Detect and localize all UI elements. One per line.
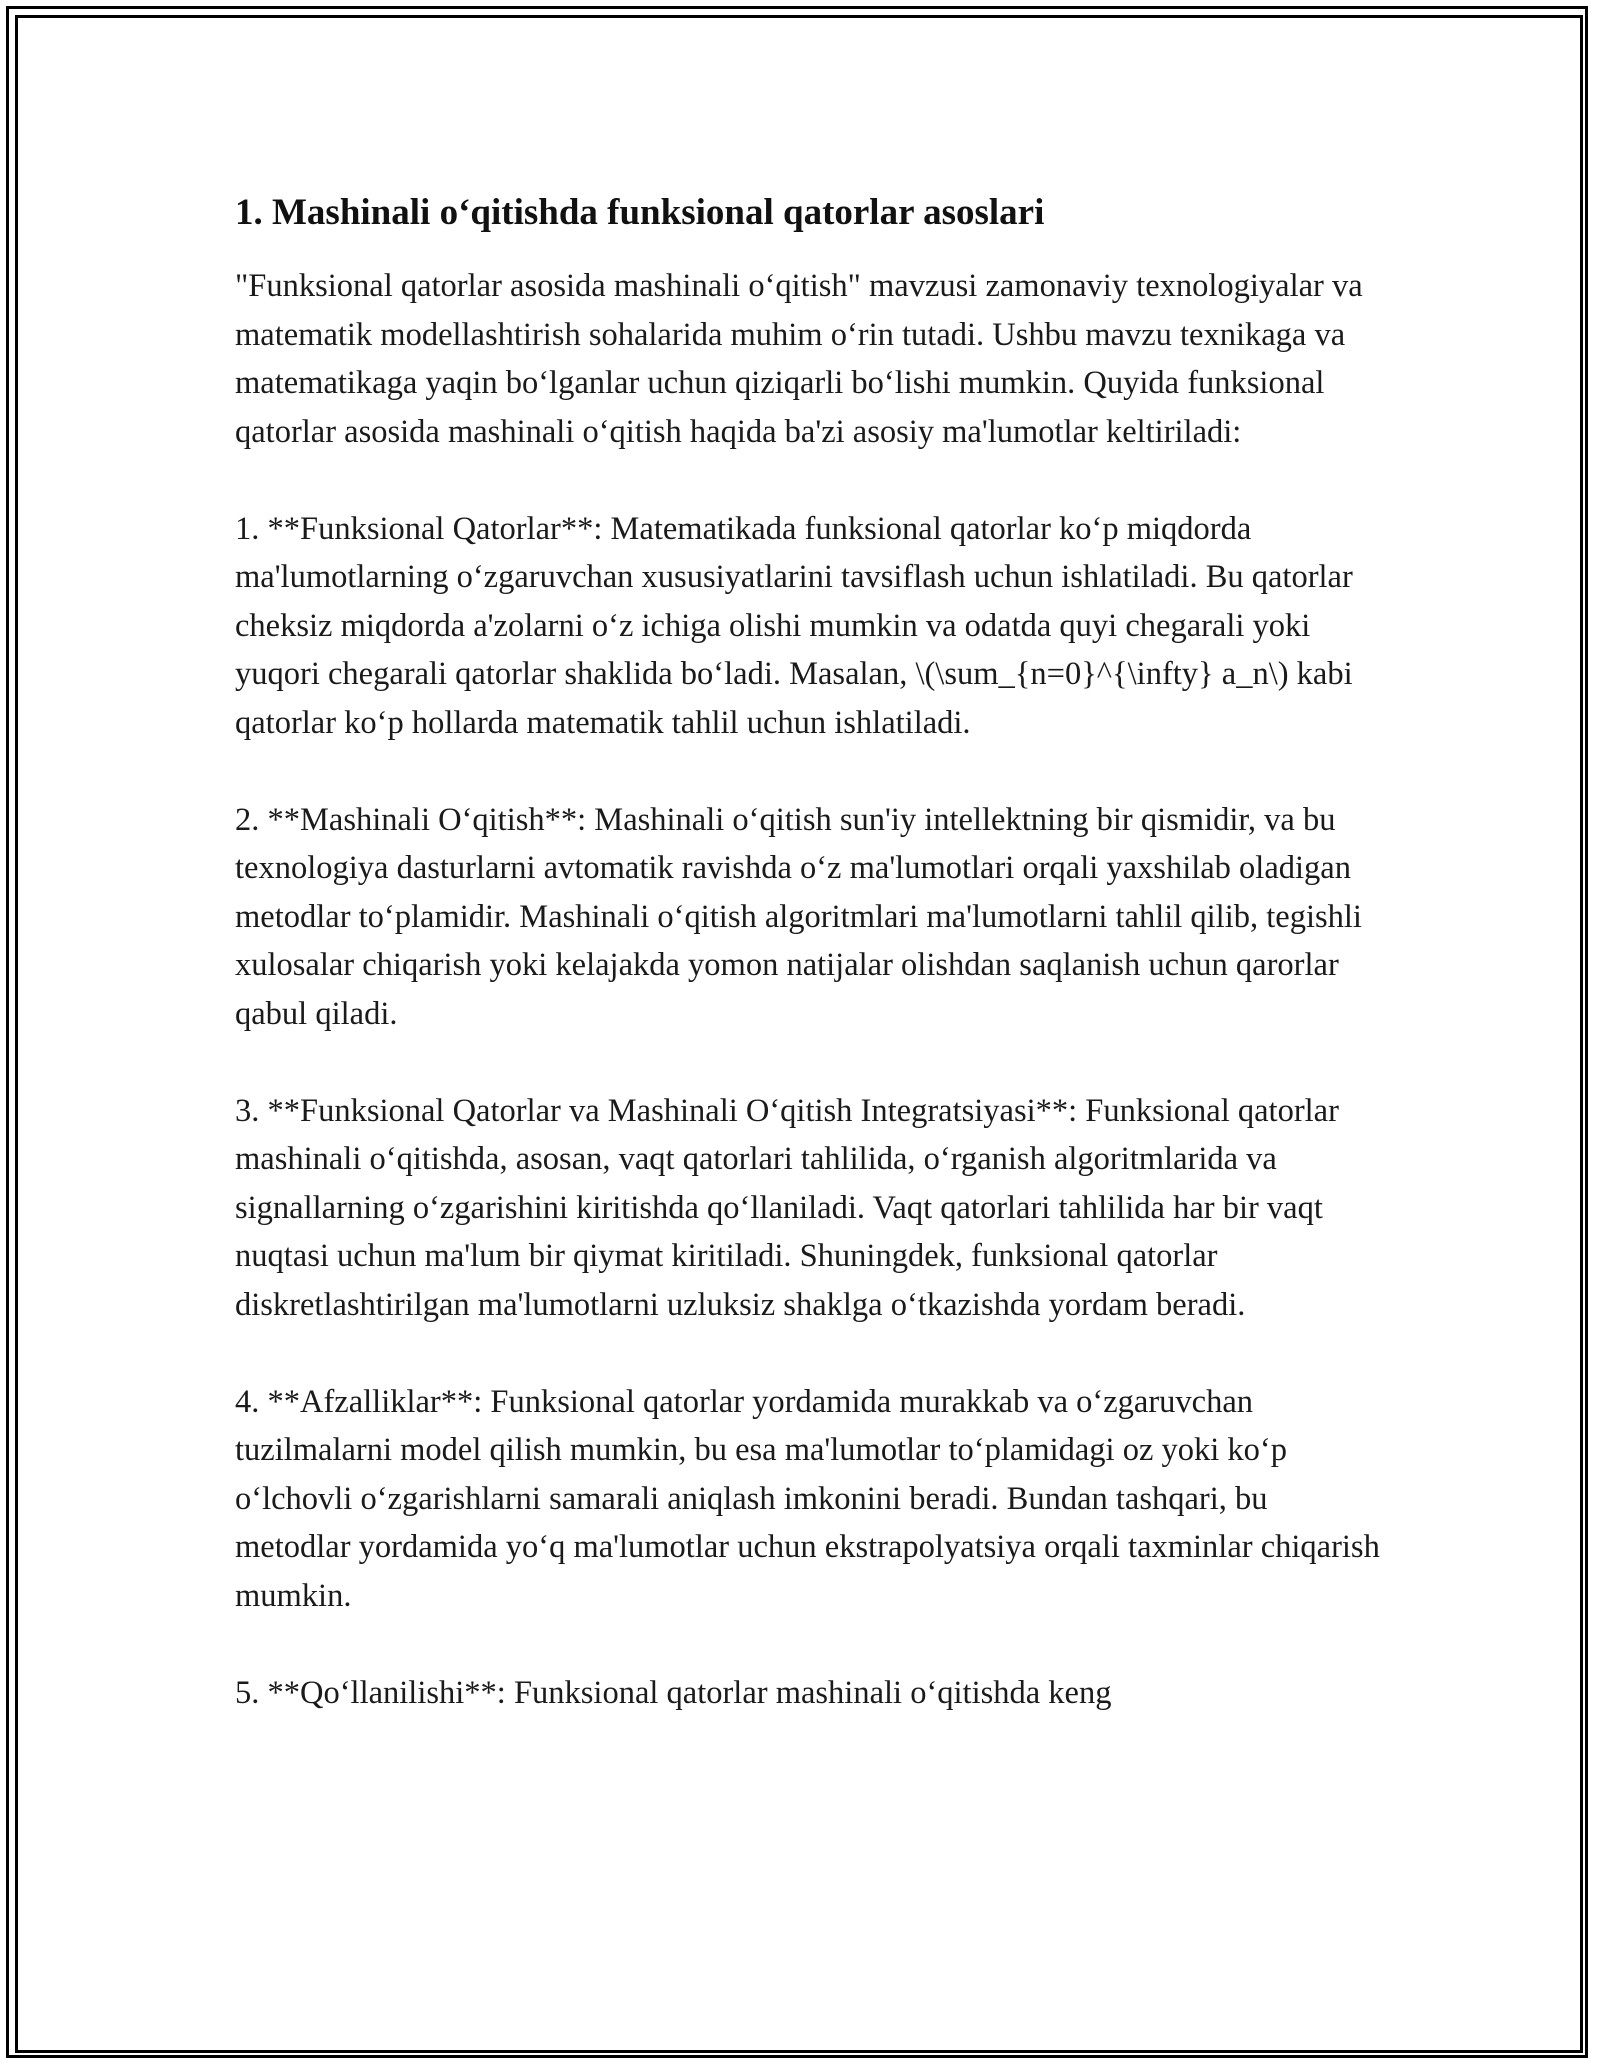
paragraph-advantages: 4. **Afzalliklar**: Funksional qatorlar yordamida murakkab va o‘zgaruvchan tuzilmalarni model qilish mumkin, bu esa ma'lumotlar to‘plamidagi oz yoki ko‘p o‘lchovli o‘zgarishlarni samarali aniqlash imkonini beradi. Bundan tashqari, bu metodlar yordamida yo‘q ma'lumotlar uchun ekstrapolyatsiya orqali taxminlar chiqarish mumkin. — [235, 1383, 1380, 1614]
paragraph-functional-series: 1. **Funksional Qatorlar**: Matematikada funksional qatorlar ko‘p miqdorda ma'lumotlarning o‘zgaruvchan xususiyatlarini tavsiflash uchun ishlatiladi. Bu qatorlar cheksiz miqdorda a'zolarni o‘z ichiga olishi mumkin va odatda quyi chegarali yoki yuqori chegarali qatorlar shaklida bo‘ladi. Masalan, \(\sum_{n=0}^{\infty} a_n\) kabi qatorlar ko‘p hollarda matematik tahlil uchun ishlatiladi. — [235, 510, 1353, 741]
paragraph-integration: 3. **Funksional Qatorlar va Mashinali O‘qitish Integratsiyasi**: Funksional qatorlar mashinali o‘qitishda, asosan, vaqt qatorlari tahlilida, o‘rganish algoritmlarida va signallarning o‘zgarishini kiritishda qo‘llaniladi. Vaqt qatorlari tahlilida har bir vaqt nuqtasi uchun ma'lum bir qiymat kiritiladi. Shuningdek, funksional qatorlar diskretlashtirilgan ma'lumotlarni uzluksiz shaklga o‘tkazishda yordam beradi. — [235, 1092, 1339, 1323]
document-body — [235, 188, 1385, 1717]
paragraph-machine-learning: 2. **Mashinali O‘qitish**: Mashinali o‘qitish sun'iy intellektning bir qismidir, va bu texnologiya dasturlarni avtomatik ravishda o‘z ma'lumotlari orqali yaxshilab oladigan metodlar to‘plamidir. Mashinali o‘qitish algoritmlari ma'lumotlarni tahlil qilib, tegishli xulosalar chiqarish yoki kelajakda yomon natijalar olishdan saqlanish uchun qarorlar qabul qiladi. — [235, 801, 1362, 1032]
paragraph-applications: 5. **Qo‘llanilishi**: Funksional qatorlar mashinali o‘qitishda keng — [235, 1674, 1112, 1711]
document-title: 1. Mashinali o‘qitishda funksional qatorlar asoslari — [235, 192, 1045, 233]
paragraph-intro: "Funksional qatorlar asosida mashinali o‘qitish" mavzusi zamonaviy texnologiyalar va matematik modellashtirish sohalarida muhim o‘rin tutadi. Ushbu mavzu texnikaga va matematikaga yaqin bo‘lganlar uchun qiziqarli bo‘lishi mumkin. Quyida funksional qatorlar asosida mashinali o‘qitish haqida ba'zi asosiy ma'lumotlar keltiriladi: — [235, 268, 1363, 450]
